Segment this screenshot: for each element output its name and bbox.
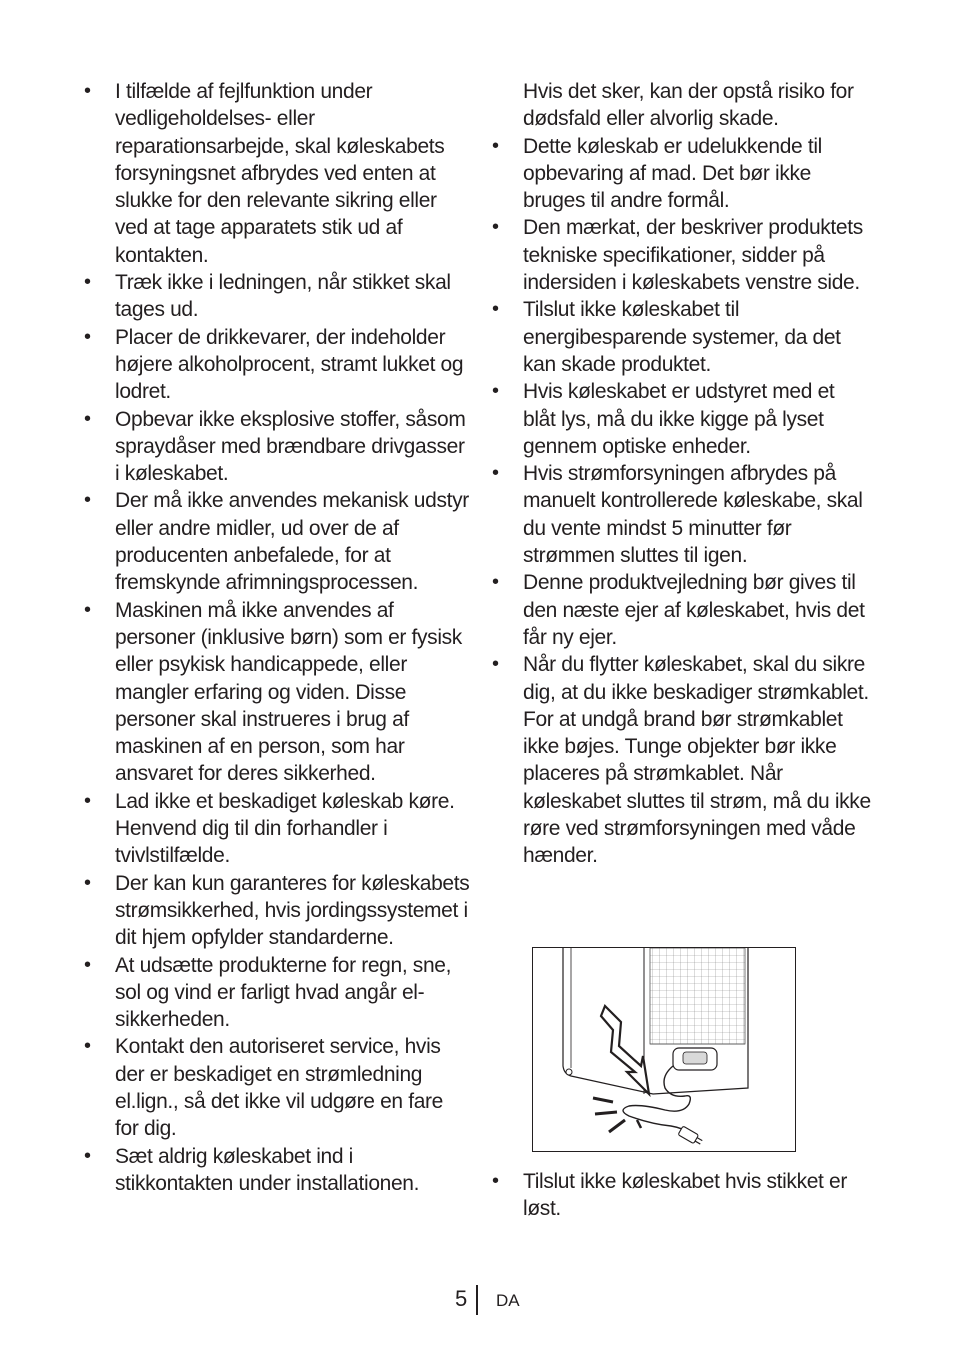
fridge-power-cord-lightning-icon [533, 948, 795, 1151]
list-item: • Sæt aldrig køleskabet ind i stikkontakten under installationen. [84, 1143, 470, 1198]
right-bullet-list [492, 133, 872, 870]
left-bullet-list [84, 78, 470, 1197]
list-item: • Denne produktvejledning bør gives til den næste ejer af køleskabet, hvis det får ny ejer. [492, 569, 872, 651]
left-column [84, 78, 470, 1197]
list-item: • Maskinen må ikke anvendes af personer (inklusive børn) som er fysisk eller psykisk handicappede, eller mangler erfaring og viden. Disse personer skal instrueres i brug af maskinen af en person, som har ansvaret for deres sikkerhed. [84, 597, 470, 788]
list-item: • Den mærkat, der beskriver produktets tekniske specifikationer, sidder på indersiden i køleskabets venstre side. [492, 214, 872, 296]
list-item: • Træk ikke i ledningen, når stikket skal tages ud. [84, 269, 470, 324]
list-item: • Lad ikke et beskadiget køleskab køre. Henvend dig til din forhandler i tvivlstilfælde. [84, 788, 470, 870]
after-figure-note [492, 1168, 872, 1223]
footer-divider [476, 1285, 478, 1315]
list-item: • Der kan kun garanteres for køleskabets strømsikkerhed, hvis jordingssystemet i dit hjem opfylder standarderne. [84, 870, 470, 952]
list-item: • Kontakt den autoriseret service, hvis der er beskadiget en strømledning el.lign., så det ikke vil udgøre en fare for dig. [84, 1033, 470, 1142]
list-item: • Placer de drikkevarer, der indeholder højere alkoholprocent, stramt lukket og lodret. [84, 324, 470, 406]
right-column [492, 78, 872, 870]
list-item: • Opbevar ikke eksplosive stoffer, såsom spraydåser med brændbare drivgasser i køleskabet. [84, 406, 470, 488]
list-item: • I tilfælde af fejlfunktion under vedligeholdelses- eller reparationsarbejde, skal køleskabets forsyningsnet afbrydes ved enten at slukke for den relevante sikring eller ved at tage apparatets stik ud af kontakten. [84, 78, 470, 269]
list-item: • Tilslut ikke køleskabet til energibesparende systemer, da det kan skade produktet. [492, 296, 872, 378]
list-item: • Tilslut ikke køleskabet hvis stikket er løst. [492, 1168, 872, 1223]
page-footer [0, 1285, 954, 1315]
continued-paragraph: Hvis det sker, kan der opstå risiko for dødsfald eller alvorlig skade. [523, 80, 854, 131]
list-item: • Der må ikke anvendes mekanisk udstyr eller andre midler, ud over de af producenten anbefalede, for at fremskynde afrimningsprocessen. [84, 487, 470, 596]
language-code: DA [496, 1291, 520, 1310]
list-item: • Hvis strømforsyningen afbrydes på manuelt kontrollerede køleskabe, skal du vente mindst 5 minutter før strømmen sluttes til igen. [492, 460, 872, 569]
list-item: • Dette køleskab er udelukkende til opbevaring af mad. Det bør ikke bruges til andre formål. [492, 133, 872, 215]
list-item: • Når du flytter køleskabet, skal du sikre dig, at du ikke beskadiger strømkablet. For at undgå brand bør strømkablet ikke bøjes. Tunge objekter bør ikke placeres på strømkablet. Når køleskabet sluttes til strøm, må du ikke røre ved strømforsyningen med våde hænder. [492, 651, 872, 869]
fridge-power-cord-illustration [532, 947, 796, 1152]
list-item: • At udsætte produkterne for regn, sne, sol og vind er farligt hvad angår el-sikkerheden. [84, 952, 470, 1034]
list-item: • Hvis køleskabet er udstyret med et blåt lys, må du ikke kigge på lyset gennem optiske enheder. [492, 378, 872, 460]
right-bullet-list-2 [492, 1168, 872, 1223]
page-number: 5 [455, 1286, 468, 1311]
